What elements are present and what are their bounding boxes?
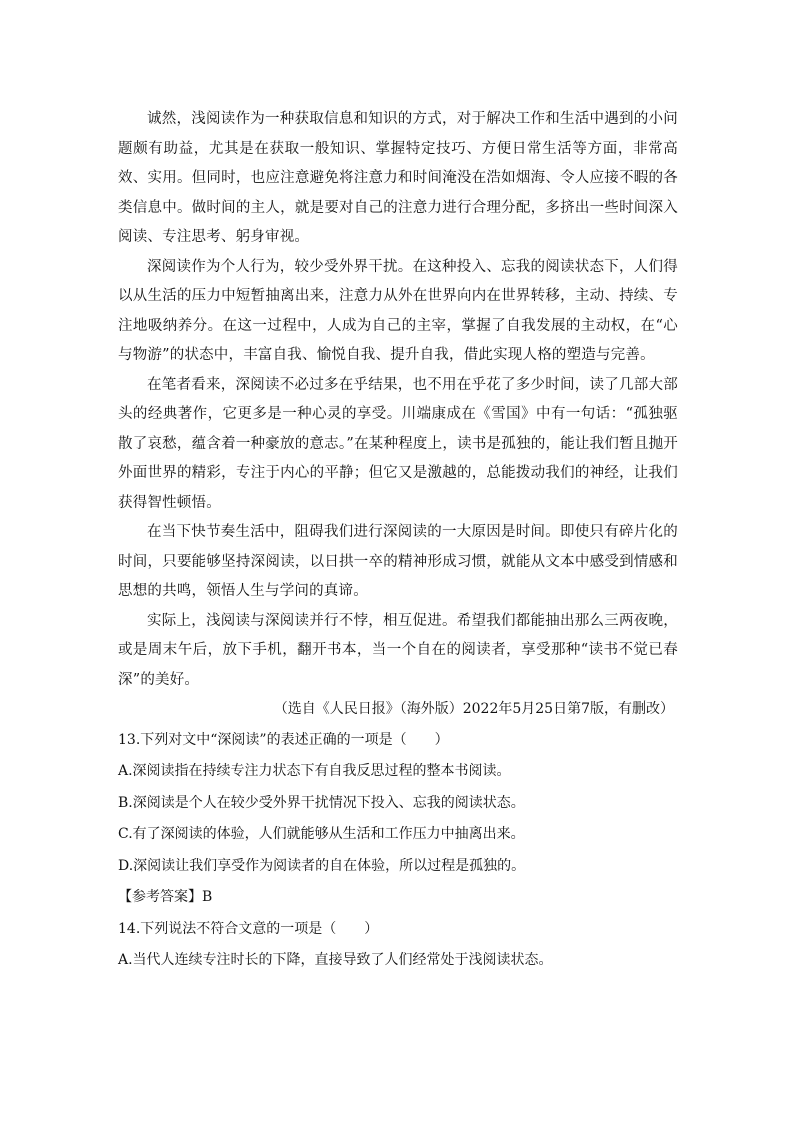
paragraph-4: 在当下快节奏生活中，阻碍我们进行深阅读的一大原因是时间。即使只有碎片化的时间，只要能够坚持深阅读，以日拱一卒的精神形成习惯，就能从文本中感受到情感和思想的共鸣，领悟人生与学问的真谛。 [118,524,678,599]
question-13-option-c: C.有了深阅读的体验，人们就能够从生活和工作压力中抽离出来。 [118,826,525,842]
question-14-option-a: A.当代人连续专注时长的下降，直接导致了人们经常处于浅阅读状态。 [118,952,553,968]
article-source: （选自《人民日报》（海外版）2022年5月25日第7版，有删改） [273,701,674,717]
paragraph-3: 在笔者看来，深阅读不必过多在乎结果，也不用在乎花了多少时间，读了几部大部头的经典著作，它更多是一种心灵的享受。川端康成在《雪国》中有一句话：“孤独驱散了哀愁，蕴含着一种豪放的意志。”在某种程度上，读书是孤独的，能让我们暂且抛开外面世界的精彩，专注于内心的平静；但它又是激越的，总能拨动我们的神经，让我们获得智性顿悟。 [118,376,678,511]
paragraph-2: 深阅读作为个人行为，较少受外界干扰。在这种投入、忘我的阅读状态下，人们得以从生活的压力中短暂抽离出来，注意力从外在世界向内在世界转移，主动、持续、专注地吸纳养分。在这一过程中，人成为自己的主宰，掌握了自我发展的主动权，在“心与物游”的状态中，丰富自我、愉悦自我、提升自我，借此实现人格的塑造与完善。 [118,258,678,363]
question-13-stem: 13.下列对文中“深阅读”的表述正确的一项是（ ） [118,731,449,748]
answer-label: 【参考答案】 [118,889,202,905]
paragraph-5: 实际上，浅阅读与深阅读并行不悖，相互促进。希望我们都能抽出那么三两夜晚，或是周末午后，放下手机，翻开书本，当一个自在的阅读者，享受那种“读书不觉已春深”的美好。 [118,612,678,688]
question-14-stem: 14.下列说法不符合文意的一项是（ ） [118,920,379,937]
question-13-option-b: B.深阅读是个人在较少受外界干扰情况下投入、忘我的阅读状态。 [118,794,525,811]
question-13-answer [118,882,678,914]
question-13-option-d: D.深阅读让我们享受作为阅读者的自在体验，所以过程是孤独的。 [118,857,526,874]
article-body [118,105,678,977]
paragraph-1: 诚然，浅阅读作为一种获取信息和知识的方式，对于解决工作和生活中遇到的小问题颇有助益，尤其是在获取一般知识、掌握特定技巧、方便日常生活等方面，非常高效、实用。但同时，也应注意避免将注意力和时间淹没在浩如烟海、令人应接不暇的各类信息中。做时间的主人，就是要对自己的注意力进行合理分配，多挤出一些时间深入阅读、专注思考、躬身审视。 [118,111,678,245]
answer-value: B [202,889,213,905]
question-14 [118,914,678,977]
question-13 [118,725,678,914]
question-13-option-a: A.深阅读指在持续专注力状态下有自我反思过程的整本书阅读。 [118,763,511,779]
